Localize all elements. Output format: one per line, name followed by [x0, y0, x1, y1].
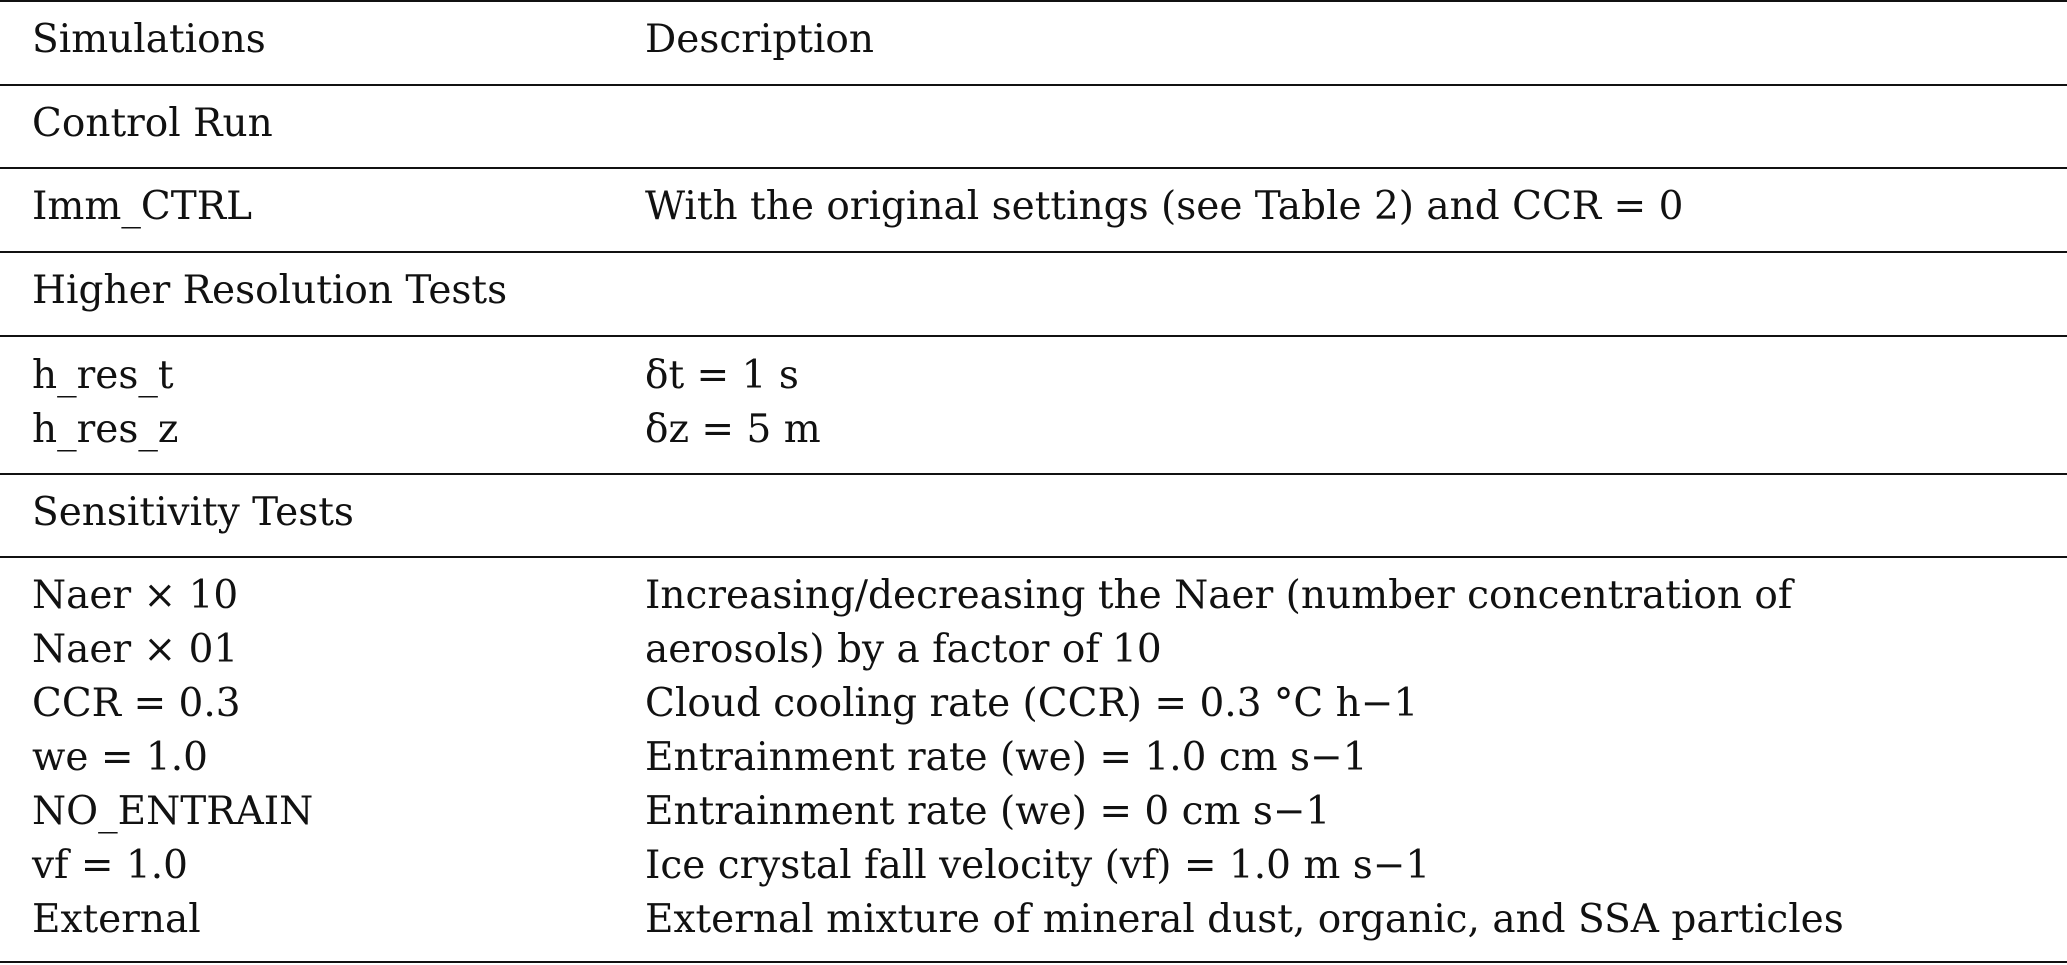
table-header-row	[0, 13, 2067, 67]
sim-name: h_res_t	[32, 353, 174, 398]
table-row	[0, 180, 2067, 234]
header-description: Description	[645, 17, 875, 62]
table-row	[0, 785, 2067, 839]
sim-name: h_res_z	[32, 407, 179, 452]
sim-description: Cloud cooling rate (CCR) = 0.3 °C h−1	[645, 681, 1419, 726]
sim-description: Entrainment rate (we) = 1.0 cm s−1	[645, 735, 1368, 780]
section-title-higher-resolution: Higher Resolution Tests	[32, 268, 508, 313]
table-row	[0, 731, 2067, 785]
table-row	[0, 403, 2067, 457]
sim-description: δt = 1 s	[645, 353, 799, 398]
sim-name: vf = 1.0	[32, 843, 188, 888]
header-rule	[0, 84, 2067, 86]
section-title-control-run: Control Run	[32, 101, 273, 146]
table-row	[0, 677, 2067, 731]
sim-description: Ice crystal fall velocity (vf) = 1.0 m s−1	[645, 843, 1431, 888]
section-rule	[0, 556, 2067, 558]
sim-description: aerosols) by a factor of 10	[645, 627, 1162, 672]
sim-description: Entrainment rate (we) = 0 cm s−1	[645, 789, 1331, 834]
table-row	[0, 839, 2067, 893]
sim-name: Naer × 01	[32, 627, 239, 672]
sim-description: δz = 5 m	[645, 407, 821, 452]
section-rule	[0, 335, 2067, 337]
sim-name: Naer × 10	[32, 573, 239, 618]
sim-description: External mixture of mineral dust, organic, and SSA particles	[645, 897, 1844, 942]
section-rule	[0, 251, 2067, 253]
section-rule	[0, 473, 2067, 475]
header-simulations: Simulations	[32, 17, 266, 62]
sim-name: External	[32, 897, 201, 942]
section-rule	[0, 167, 2067, 169]
table-row	[0, 893, 2067, 947]
sim-description: With the original settings (see Table 2) and CCR = 0	[645, 184, 1684, 229]
table-row	[0, 569, 2067, 623]
table-row	[0, 349, 2067, 403]
sim-name: CCR = 0.3	[32, 681, 241, 726]
section-title-sensitivity-tests: Sensitivity Tests	[32, 490, 354, 535]
table-top-rule	[0, 0, 2067, 2]
sim-name: Imm_CTRL	[32, 184, 252, 229]
table-row	[0, 623, 2067, 677]
table-bottom-rule	[0, 961, 2067, 963]
sim-description: Increasing/decreasing the Naer (number concentration of	[645, 573, 1793, 618]
sim-name: we = 1.0	[32, 735, 208, 780]
sim-name: NO_ENTRAIN	[32, 789, 314, 834]
